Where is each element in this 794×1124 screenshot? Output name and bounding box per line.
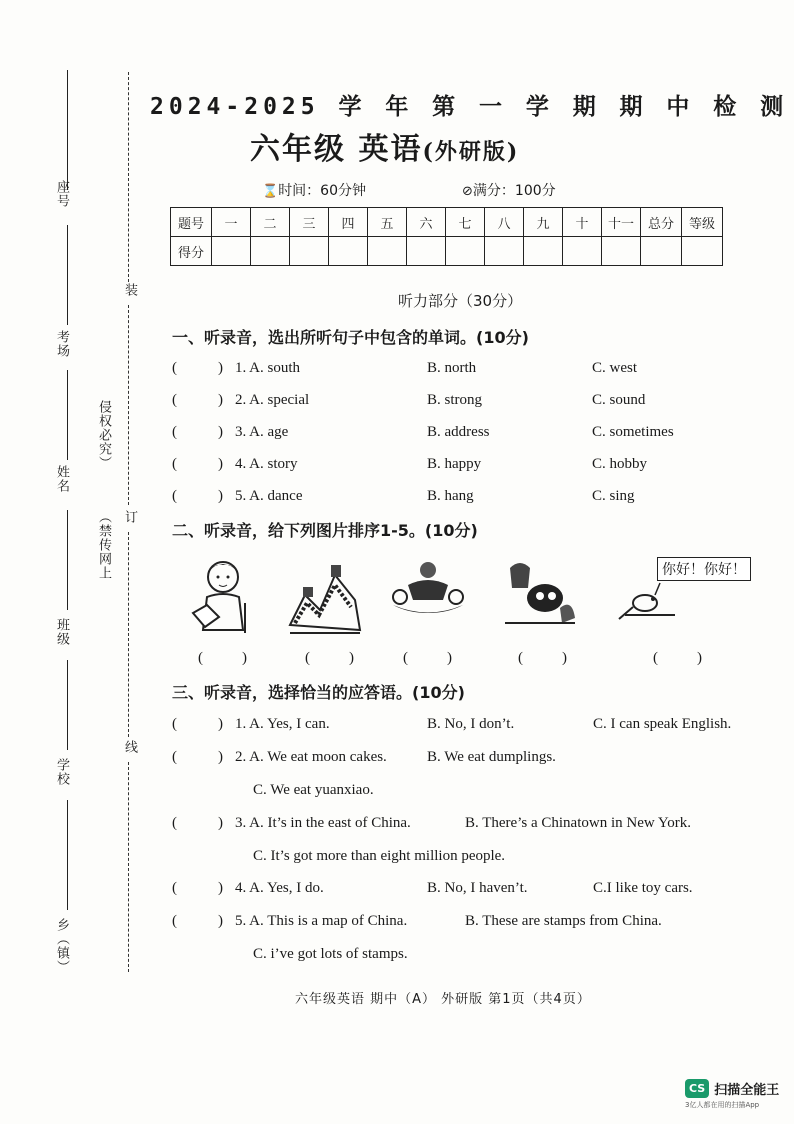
check-circle-icon: ⊘	[462, 184, 473, 199]
score-blank-cell	[251, 237, 290, 266]
score-table-header-cell: 六	[407, 208, 446, 237]
option-b: B. address	[427, 424, 490, 440]
score-blank-cell	[602, 237, 641, 266]
picture-order-blank[interactable]: (	[198, 650, 203, 666]
score-table-header-cell: 七	[446, 208, 485, 237]
class-label: 班级	[54, 618, 69, 646]
option-a: 4. A. story	[235, 456, 298, 472]
score-table-header-cell: 八	[485, 208, 524, 237]
option-b: B. north	[427, 360, 477, 376]
response-b: B. No, I don’t.	[427, 716, 515, 732]
option-c: C. hobby	[592, 456, 648, 472]
response-a: 4. A. Yes, I do.	[235, 880, 324, 896]
score-table-header-cell: 十一	[602, 208, 641, 237]
paren-close: )	[697, 650, 702, 666]
speech-bubble: 你好！你好！	[657, 557, 751, 581]
picture-order-blank[interactable]: (	[653, 650, 658, 666]
response-c: C. I can speak English.	[593, 716, 732, 732]
paren-close: )	[218, 913, 223, 929]
ding-mark: 订	[122, 510, 137, 524]
parrot-picture	[615, 555, 755, 630]
option-a: 1. A. south	[235, 360, 301, 376]
time-info: ⌛时间：60分钟	[262, 183, 367, 199]
picture-order-blank[interactable]: (	[403, 650, 408, 666]
option-a: 2. A. special	[235, 392, 310, 408]
exam-title: 2024-2025 学 年 第 一 学 期 期 中 检 测	[150, 94, 789, 120]
answer-blank[interactable]: (	[172, 456, 177, 472]
answer-blank[interactable]: (	[172, 716, 177, 732]
score-table-header-cell: 二	[251, 208, 290, 237]
response-b: B. These are stamps from China.	[465, 913, 662, 929]
great-wall-picture	[285, 555, 365, 635]
town-label: 乡（镇）	[54, 918, 69, 974]
answer-blank[interactable]: (	[172, 488, 177, 504]
scanner-watermark	[685, 1078, 779, 1110]
score-table-header-cell: 总分	[641, 208, 682, 237]
paren-close: )	[218, 716, 223, 732]
paren-close: )	[218, 392, 223, 408]
paren-close: )	[218, 360, 223, 376]
score-table-header-cell: 九	[524, 208, 563, 237]
picture-order-blank[interactable]: (	[305, 650, 310, 666]
paren-close: )	[218, 749, 223, 765]
name-label: 姓名	[54, 465, 69, 493]
score-table-label-cell: 得分	[171, 237, 212, 266]
score-table-header-row	[171, 208, 723, 237]
score-blank-cell	[641, 237, 682, 266]
option-c: C. sound	[592, 392, 646, 408]
scanner-name: 扫描全能王	[714, 1083, 780, 1098]
paren-close: )	[218, 424, 223, 440]
answer-blank[interactable]: (	[172, 424, 177, 440]
score-blank-cell	[682, 237, 723, 266]
score-blank-cell	[212, 237, 251, 266]
score-blank-cell	[563, 237, 602, 266]
response-c: C. We eat yuanxiao.	[253, 782, 374, 798]
response-c: C. i’ve got lots of stamps.	[253, 946, 408, 962]
answer-blank[interactable]: (	[172, 815, 177, 831]
boy-reading-picture	[185, 555, 260, 635]
response-a: 2. A. We eat moon cakes.	[235, 749, 387, 765]
section-3-title: 三、听录音，选择恰当的应答语。(10分)	[172, 683, 465, 702]
score-blank-cell	[524, 237, 563, 266]
warning-text-2: 侵权必究）	[96, 400, 111, 470]
option-c: C. sing	[592, 488, 635, 504]
answer-blank[interactable]: (	[172, 880, 177, 896]
response-b: B. We eat dumplings.	[427, 749, 556, 765]
zhuang-mark: 装	[122, 283, 137, 297]
option-b: B. hang	[427, 488, 474, 504]
school-label: 学校	[54, 758, 69, 786]
exam-subtitle	[250, 124, 519, 168]
hourglass-icon: ⌛	[262, 184, 279, 199]
score-blank-cell	[446, 237, 485, 266]
paren-close: )	[218, 488, 223, 504]
page-footer: 六年级英语 期中（A） 外研版 第1页（共4页）	[295, 992, 591, 1007]
score-blank-cell	[407, 237, 446, 266]
response-b: B. No, I haven’t.	[427, 880, 528, 896]
response-c: C.I like toy cars.	[593, 880, 693, 896]
option-a: 5. A. dance	[235, 488, 303, 504]
score-blank-cell	[290, 237, 329, 266]
paren-close: )	[242, 650, 247, 666]
paren-close: )	[447, 650, 452, 666]
edition-label: (外研版)	[422, 139, 520, 165]
picture-order-blank[interactable]: (	[518, 650, 523, 666]
score-info: ⊘满分：100分	[462, 183, 556, 199]
score-table-header-cell: 四	[329, 208, 368, 237]
score-table-label-cell: 题号	[171, 208, 212, 237]
score-blank-cell	[368, 237, 407, 266]
cs-logo: CS	[685, 1079, 709, 1098]
answer-blank[interactable]: (	[172, 360, 177, 376]
score-table-header-cell: 等级	[682, 208, 723, 237]
score-table-score-row	[171, 237, 723, 266]
option-c: C. sometimes	[592, 424, 674, 440]
score-table-header-cell: 五	[368, 208, 407, 237]
paren-close: )	[218, 880, 223, 896]
answer-blank[interactable]: (	[172, 392, 177, 408]
paren-close: )	[218, 815, 223, 831]
score-table-header-cell: 十	[563, 208, 602, 237]
dragon-boat-picture	[388, 555, 468, 625]
score-table-header-cell: 一	[212, 208, 251, 237]
seat-label: 座号	[54, 180, 69, 208]
animals-picture	[500, 558, 580, 628]
paren-close: )	[349, 650, 354, 666]
warning-text-1: （禁传网上	[96, 510, 111, 580]
option-b: B. happy	[427, 456, 482, 472]
scanner-tagline: 3亿人都在用的扫描App	[685, 1101, 760, 1109]
response-a: 1. A. Yes, I can.	[235, 716, 330, 732]
score-table-header-cell: 三	[290, 208, 329, 237]
listening-heading: 听力部分（30分）	[398, 292, 523, 310]
paren-close: )	[562, 650, 567, 666]
grade-subject: 六年级 英语	[250, 132, 423, 167]
answer-blank[interactable]: (	[172, 749, 177, 765]
section-2-title: 二、听录音，给下列图片排序1-5。(10分)	[172, 521, 478, 540]
section-1-title: 一、听录音，选出所听句子中包含的单词。(10分)	[172, 328, 529, 347]
option-c: C. west	[592, 360, 637, 376]
exam-room-label: 考场	[54, 330, 69, 358]
response-a: 5. A. This is a map of China.	[235, 913, 408, 929]
paren-close: )	[218, 456, 223, 472]
option-b: B. strong	[427, 392, 483, 408]
response-c: C. It’s got more than eight million people.	[253, 848, 506, 864]
score-blank-cell	[485, 237, 524, 266]
xian-mark: 线	[122, 740, 137, 754]
score-blank-cell	[329, 237, 368, 266]
option-a: 3. A. age	[235, 424, 289, 440]
response-a: 3. A. It’s in the east of China.	[235, 815, 411, 831]
response-b: B. There’s a Chinatown in New York.	[465, 815, 691, 831]
score-table	[170, 207, 723, 266]
answer-blank[interactable]: (	[172, 913, 177, 929]
